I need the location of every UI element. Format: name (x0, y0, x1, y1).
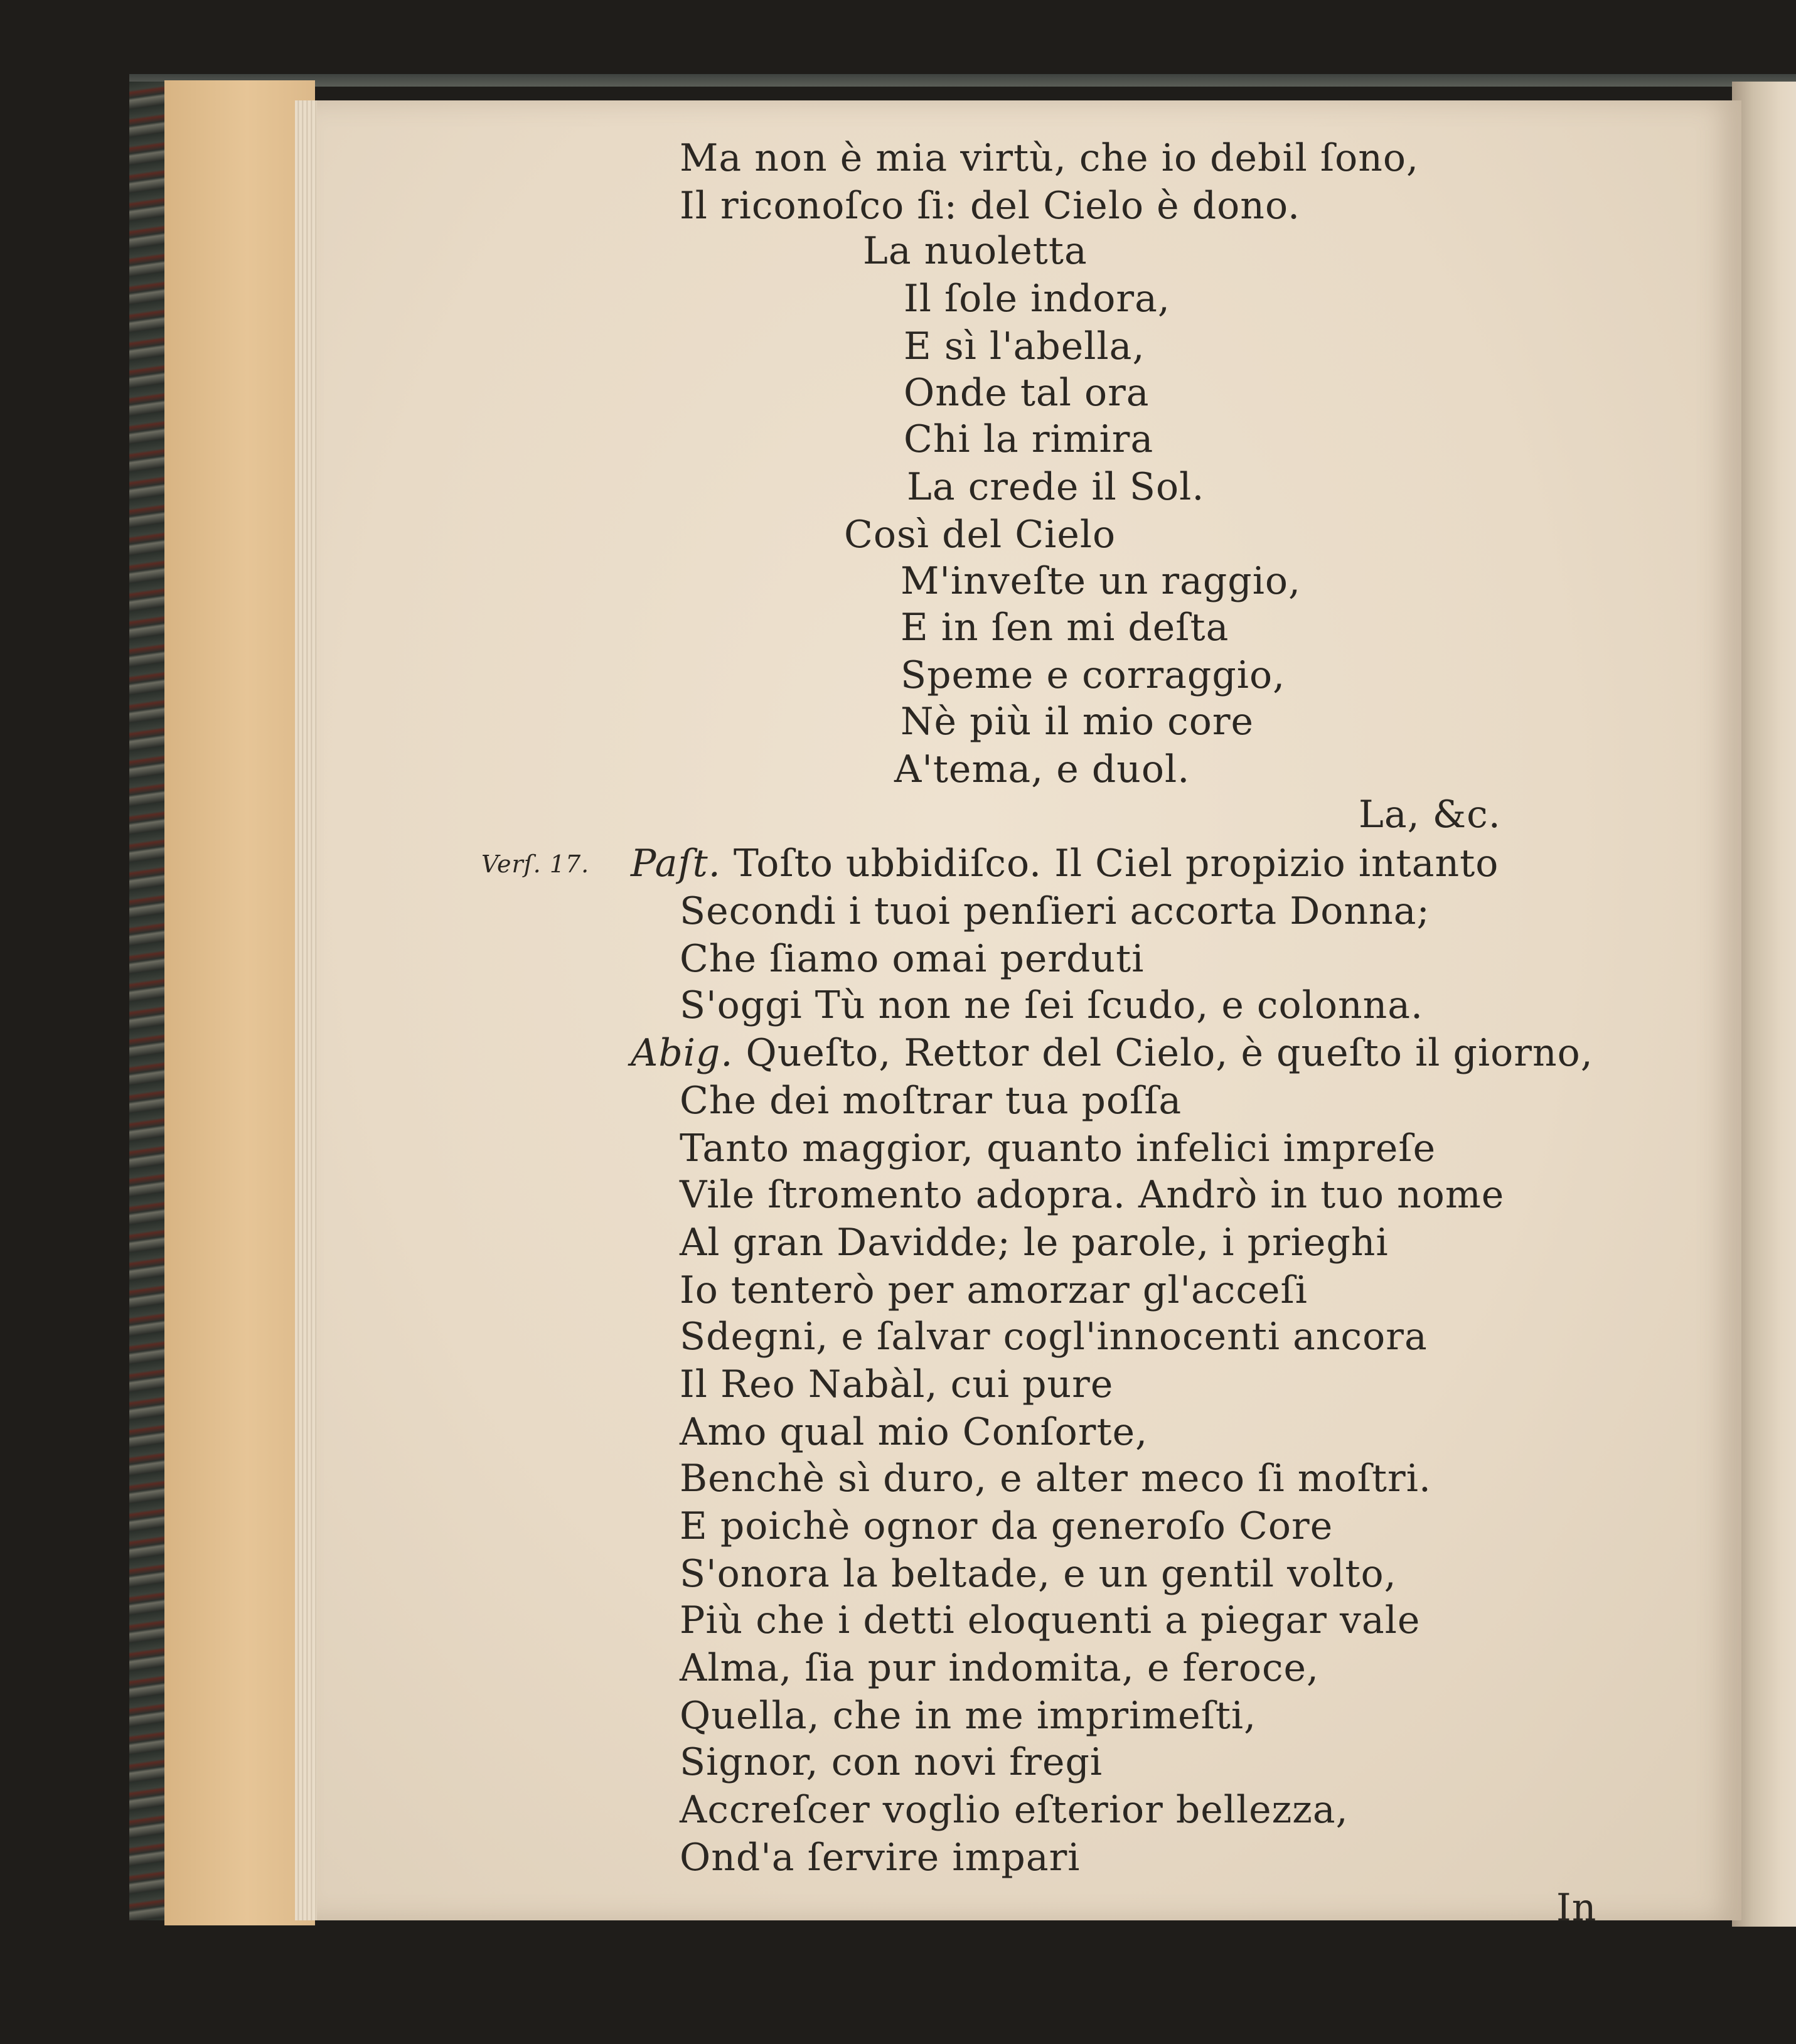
book-page (317, 100, 1741, 1930)
endpaper (164, 80, 315, 1925)
text-line: Più che i detti eloquenti a piegar vale (680, 1598, 1421, 1642)
text-line: La nuoletta (863, 229, 1088, 273)
text-line-refrain: La, &c. (1359, 793, 1501, 837)
verse-marginal-note: Verſ. 17. (481, 850, 590, 878)
text-line: Il riconoſco ſi: del Cielo è dono. (680, 184, 1301, 228)
text-line: S'oggi Tù non ne ſei ſcudo, e colonna. (680, 983, 1424, 1027)
text-line: Nè più il mio core (901, 700, 1254, 744)
text-line: Sdegni, e ſalvar cogl'innocenti ancora (680, 1315, 1428, 1359)
text-line: Alma, ſia pur indomita, e feroce, (680, 1646, 1320, 1690)
text-line: Onde tal ora (904, 371, 1150, 415)
page-stack-edge (295, 100, 320, 1920)
top-board-edge (129, 74, 1796, 87)
text-line: Il ſole indora, (904, 277, 1170, 321)
text-line: Ond'a ſervire impari (680, 1836, 1081, 1880)
text-line: Il Reo Nabàl, cui pure (680, 1362, 1114, 1406)
text-line: La crede il Sol. (907, 465, 1205, 509)
text-line: Speme e corraggio, (901, 653, 1286, 697)
catchword: In (1556, 1886, 1597, 1930)
text-line: E in ſen mi deſta (901, 606, 1229, 650)
text-line: S'onora la beltade, e un gentil volto, (680, 1552, 1397, 1596)
marbled-board-edge (129, 82, 168, 1920)
speech-first-line (631, 1031, 1593, 1075)
gutter-next-page (1732, 82, 1796, 1927)
text-line: Che dei moſtrar tua poſſa (680, 1079, 1182, 1123)
speech-text: Queſto, Rettor del Cielo, è queſto il giorno, (746, 1031, 1593, 1075)
text-line: Io tenterò per amorzar gl'acceſi (680, 1268, 1308, 1312)
text-line: Accreſcer voglio eſterior bellezza, (680, 1788, 1349, 1832)
text-line: Tanto maggior, quanto infelici impreſe (680, 1126, 1436, 1170)
text-line: Al gran Davidde; le parole, i prieghi (680, 1221, 1389, 1265)
text-line: A'tema, e duol. (894, 747, 1190, 791)
text-line: E sì l'abella, (904, 324, 1145, 368)
speaker-label: Paſt. (631, 842, 721, 886)
text-line: Signor, con novi fregi (680, 1740, 1103, 1784)
speech-text: Toſto ubbidiſco. Il Ciel propizio intanto (733, 842, 1499, 886)
speaker-label: Abig. (631, 1031, 734, 1075)
text-line: Benchè sì duro, e alter meco ſi moſtri. (680, 1457, 1431, 1501)
speech-first-line (631, 842, 1499, 886)
text-line: Ma non è mia virtù, che io debil ſono, (680, 136, 1419, 180)
text-line: Che ſiamo omai perduti (680, 937, 1145, 981)
text-line: Vile ſtromento adopra. Andrò in tuo nome (680, 1173, 1505, 1217)
text-line: Amo qual mio Conſorte, (680, 1410, 1148, 1454)
text-line: M'inveſte un raggio, (901, 559, 1302, 603)
text-line: Chi la rimira (904, 417, 1154, 461)
text-line: Quella, che in me imprimeſti, (680, 1694, 1257, 1738)
text-line: Secondi i tuoi penſieri accorta Donna; (680, 889, 1430, 933)
text-line: Così del Cielo (844, 513, 1116, 557)
text-line: E poichè ognor da generoſo Core (680, 1504, 1334, 1548)
